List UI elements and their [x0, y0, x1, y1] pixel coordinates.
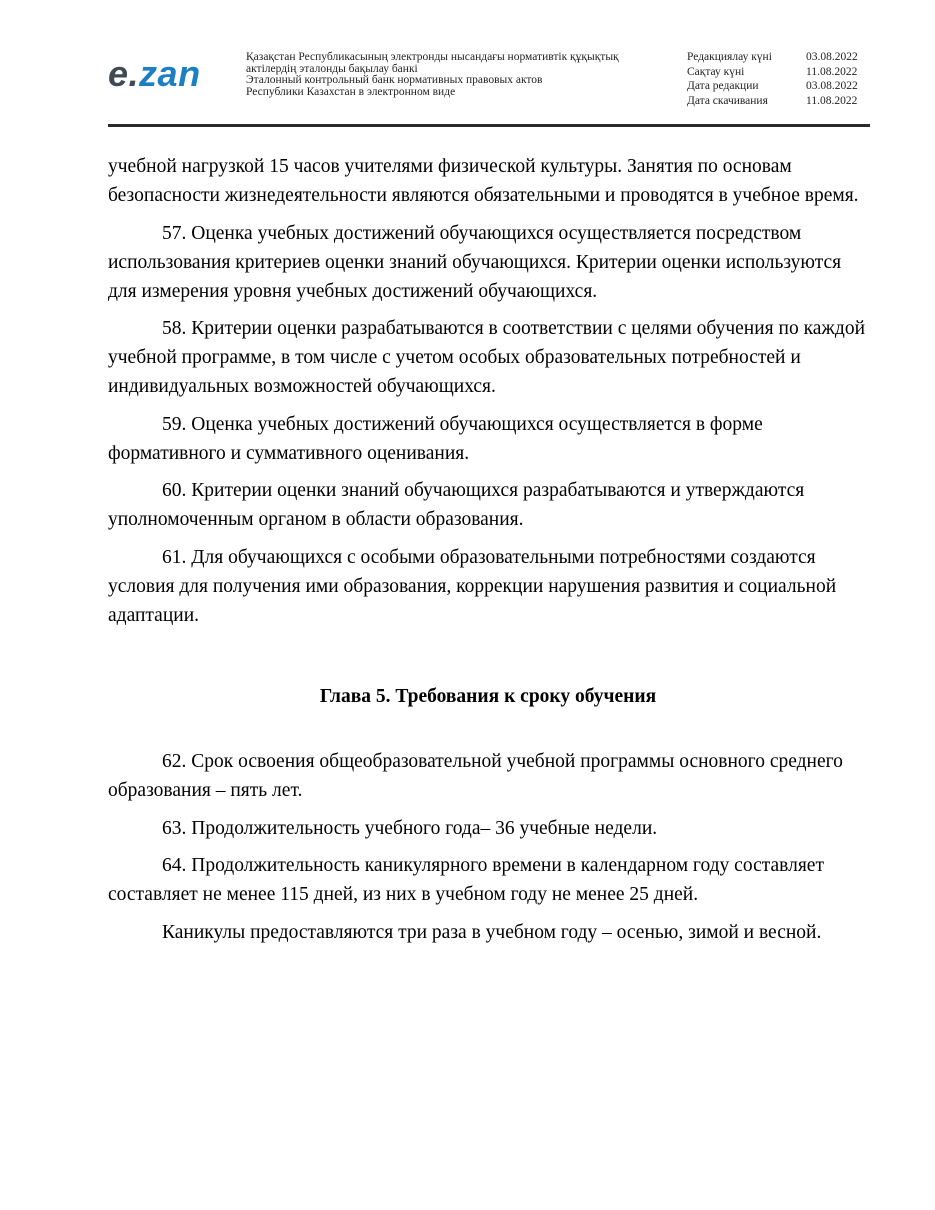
paragraph-59: 59. Оценка учебных достижений обучающихся осуществляется в форме формативного и суммативного оценивания.: [108, 413, 763, 464]
meta-row-save-date-kz: [687, 65, 877, 80]
meta-row-edit-date-ru: [687, 79, 877, 94]
header-line-kz-1: Қазақстан Республикасының электронды нысандағы нормативтік құқықтық: [246, 51, 619, 63]
meta-value: 03.08.2022: [806, 80, 858, 92]
header-line-kz-2: актілердің эталонды бақылау банкі: [246, 62, 418, 75]
meta-value: 03.08.2022: [806, 51, 858, 63]
page-header: [0, 0, 935, 130]
header-line-ru-1: Эталонный контрольный банк нормативных правовых актов: [246, 74, 543, 86]
chapter-heading: Глава 5. Требования к сроку обучения: [319, 686, 657, 707]
paragraph-64: 64. Продолжительность каникулярного времени в календарном году составляет составляет не менее 115 дней, из них в учебном году не менее 25 дней.: [108, 855, 824, 905]
header-description: [246, 52, 666, 98]
paragraph-holidays: Каникулы предоставляются три раза в учебном году – осенью, зимой и весной.: [162, 921, 822, 943]
meta-label: Сақтау күні: [687, 65, 745, 78]
meta-value: 11.08.2022: [806, 94, 858, 107]
paragraph-61: 61. Для обучающихся с особыми образовательными потребностями создаются условия для получения ими образования, коррекции нарушения развития и социальной адаптации.: [108, 546, 837, 626]
document-body: [108, 152, 868, 955]
meta-label: Дата редакции: [687, 80, 759, 92]
paragraph-62: 62. Срок освоения общеобразовательной учебной программы основного среднего образования – пять лет.: [108, 751, 843, 801]
paragraph-58: 58. Критерии оценки разрабатываются в соответствии с целями обучения по каждой учебной программе, в том числе с учетом особых образовательных потребностей и индивидуальных возможностей обучающихся.: [108, 318, 865, 397]
header-divider: [108, 124, 870, 127]
header-dates: [687, 50, 877, 108]
paragraph-57: 57. Оценка учебных достижений обучающихся осуществляется посредством использования критериев оценки знаний обучающихся. Критерии оценки используются для измерения уровня учебных достижений обучающихся.: [108, 222, 842, 302]
paragraph-continuation: учебной нагрузкой 15 часов учителями физической культуры. Занятия по основам безопасности жизнедеятельности являются обязательными и проводятся в учебное время.: [108, 156, 859, 206]
paragraph-60: 60. Критерии оценки знаний обучающихся разрабатываются и утверждаются уполномоченным органом в области образования.: [108, 480, 805, 530]
paragraph-63: 63. Продолжительность учебного года– 36 учебные недели.: [162, 817, 658, 839]
ezan-logo: e.zan: [108, 53, 201, 94]
meta-label: Дата скачивания: [687, 94, 768, 107]
header-line-ru-2: Республики Казахстан в электронном виде: [246, 85, 456, 98]
meta-row-edit-date-kz: [687, 50, 877, 65]
meta-value: 11.08.2022: [806, 65, 858, 78]
meta-row-download-date-ru: [687, 94, 877, 109]
meta-label: Редакциялау күні: [687, 51, 772, 63]
